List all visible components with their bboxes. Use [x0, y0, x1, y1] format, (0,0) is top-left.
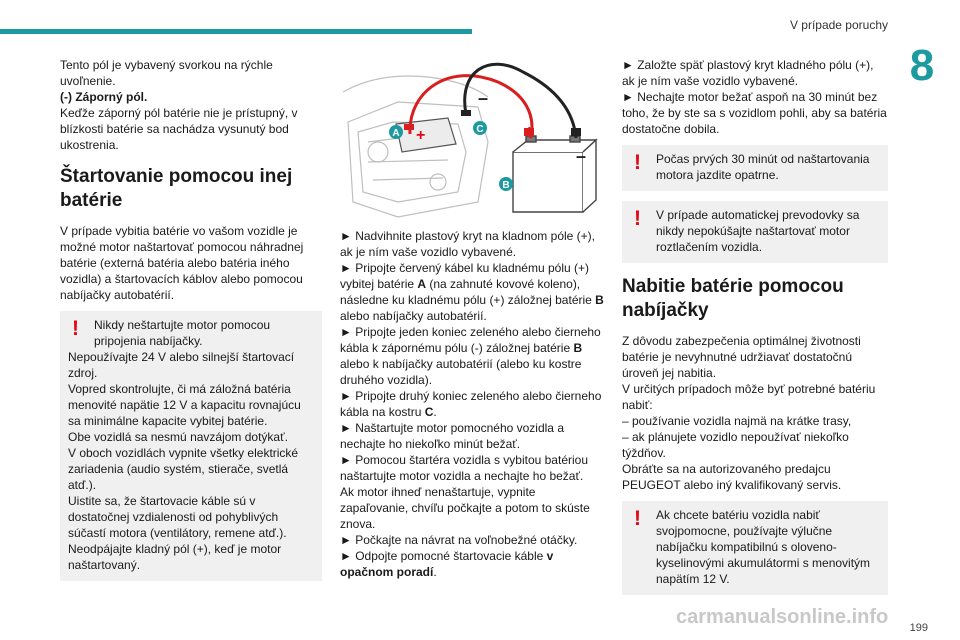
step-text: ► Pripojte červený kábel ku kladnému pólu (+) vybitej batérie A (na zahnuté kovové koleno), následne ku kladnému pólu (+) záložnej batérie B alebo nabíjačky autobatérií.: [340, 261, 604, 323]
paragraph: V určitých prípadoch môže byť potrebné batériu nabiť:: [622, 382, 876, 412]
warning-box: ! Počas prvých 30 minút od naštartovania motora jazdite opatrne.: [622, 145, 888, 191]
step-text: ► Pomocou štartéra vozidla s vybitou batériou naštartujte motor vozidla a nechajte ho bežať.: [340, 453, 588, 483]
column-left: [60, 57, 322, 591]
column-right: [622, 57, 888, 605]
label-b: B: [502, 180, 510, 191]
jump-start-illustration: [338, 52, 604, 222]
step-text: ► Odpojte pomocné štartovacie káble v opačnom poradí.: [340, 549, 554, 579]
warning-icon: !: [634, 207, 641, 230]
warning-icon: !: [634, 507, 641, 530]
paragraph: Z dôvodu zabezpečenia optimálnej životnosti batérie je nevyhnutné udržiavať dostatočnú úroveň jej nabitia.: [622, 334, 861, 380]
paragraph: V prípade vybitia batérie vo vašom vozidle je možné motor naštartovať pomocou náhradnej batérie (externá batéria alebo batéria iného vozidla) a štartovacích káblov alebo pomocou nabíjačky autobatérií.: [60, 224, 304, 302]
label-a: A: [392, 128, 400, 139]
intro-text: Keďže záporný pól batérie nie je prístupný, v blízkosti batérie sa nachádza vysunutý bod ukostrenia.: [60, 106, 298, 152]
intro-text: (-) Záporný pól.: [60, 90, 148, 104]
label-c: C: [476, 124, 484, 135]
heading-charger: Nabitie batérie pomocou nabíjačky: [622, 276, 844, 321]
plus-sign-vehicle: +: [416, 127, 426, 144]
warning-box: ! Nikdy neštartujte motor pomocou pripojenia nabíjačky. Nepoužívajte 24 V alebo silnejší štartovací zdroj. Vopred skontrolujte, či má záložná batéria menovité napätie 12 V a kapacitu rovnajúcu sa minimálne kapacite vybitej batérie. Obe vozidlá sa nesmú navzájom dotýkať. V oboch vozidlách vypnite všetky elektrické zariadenia (audio systém, stierače, svetlá atď.). Uistite sa, že štartovacie káble sú v dostatočnej vzdialenosti od pohyblivých súčastí motora (ventilátory, remene atď.). Neodpájajte kladný pól (+), keď je motor naštartovaný.: [60, 311, 322, 581]
list-item: – používanie vozidla najmä na krátke trasy,: [622, 414, 852, 428]
step-text: ► Založte späť plastový kryt kladného pólu (+), ak je ním vaše vozidlo vybavené.: [622, 58, 874, 88]
chapter-number: 8: [909, 41, 935, 90]
watermark: carmanualsonline.info: [676, 606, 889, 628]
column-middle: [340, 228, 605, 580]
section-title: V prípade poruchy: [789, 18, 888, 32]
warning-box: ! V prípade automatickej prevodovky sa nikdy nepokúšajte naštartovať motor roztlačením vozidla.: [622, 201, 888, 263]
minus-sign-external: –: [576, 146, 587, 166]
step-text: ► Naštartujte motor pomocného vozidla a nechajte ho niekoľko minút bežať.: [340, 421, 564, 451]
intro-text: Tento pól je vybavený svorkou na rýchle uvoľnenie.: [60, 58, 273, 88]
step-text: ► Počkajte na návrat na voľnobežné otáčky.: [340, 533, 578, 547]
step-text: ► Pripojte druhý koniec zeleného alebo čierneho kábla na kostru C.: [340, 389, 602, 419]
step-text: ► Nechajte motor bežať aspoň na 30 minút bez toho, že by ste sa s vozidlom pohli, aby sa batéria dostatočne dobila.: [622, 90, 887, 136]
minus-sign-vehicle: –: [478, 88, 489, 108]
battery-vehicle: [396, 118, 456, 152]
step-text: Ak motor ihneď nenaštartuje, vypnite zapaľovanie, chvíľu počkajte a potom to skúste znova.: [340, 485, 590, 531]
paragraph: Obráťte sa na autorizovaného predajcu PEUGEOT alebo iný kvalifikovaný servis.: [622, 462, 842, 492]
warning-box: ! Ak chcete batériu vozidla nabiť svojpomocne, používajte výlučne nabíjačku kompatibilnú s oloveno-kyselinovými akumulátormi s menovitým napätím 12 V.: [622, 501, 888, 595]
header-accent-bar: [0, 29, 472, 34]
heading-jump-start: Štartovanie pomocou inej batérie: [60, 166, 293, 211]
warning-icon: !: [634, 151, 641, 174]
step-text: ► Pripojte jeden koniec zeleného alebo čierneho kábla k zápornému pólu (-) záložnej batérie B alebo k nabíjačky autobatérií (alebo ku kostre druhého vozidla).: [340, 325, 601, 387]
page-number: 199: [909, 622, 928, 634]
warning-icon: !: [72, 317, 79, 340]
step-text: ► Nadvihnite plastový kryt na kladnom póle (+), ak je ním vaše vozidlo vybavené.: [340, 229, 595, 259]
list-item: – ak plánujete vozidlo nepoužívať niekoľko týždňov.: [622, 430, 849, 460]
